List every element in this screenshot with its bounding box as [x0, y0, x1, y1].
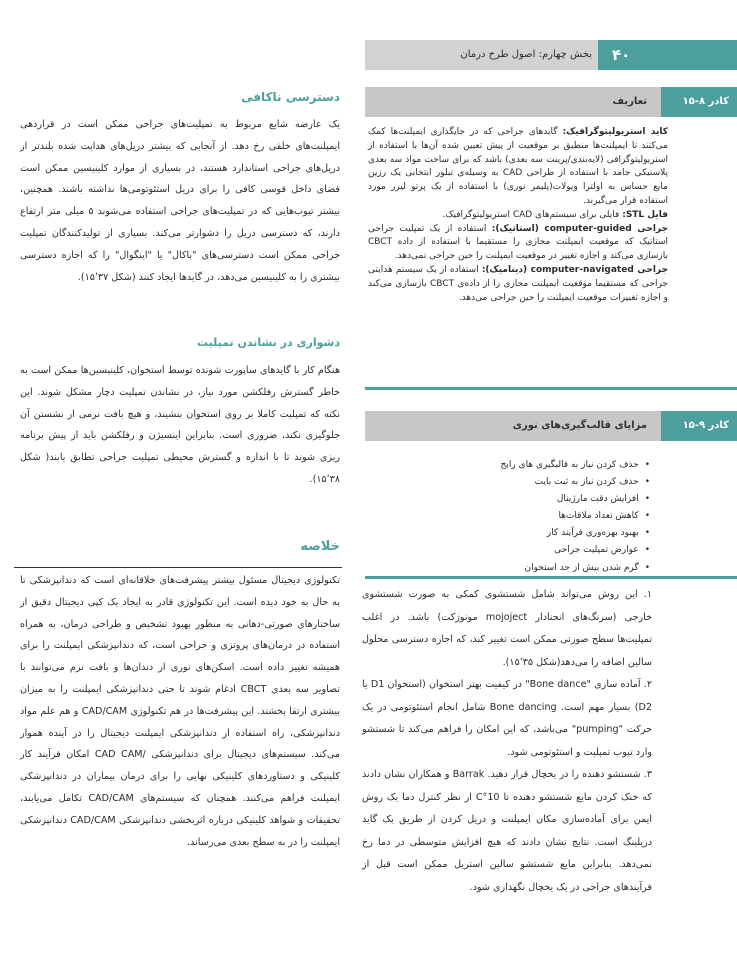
list-item: • عوارض تمپلیت جراحی: [380, 542, 650, 559]
box-9-number: کادر ۹-۱۵: [661, 411, 737, 441]
paragraph-template-seating: هنگام کار با گایدهای ساپورت شونده توسط استخوان، کلینیسین‌ها ممکن است به خاطر گسترش رفلکشن مورد نیاز، در نشاندن تمپلیت دچار مشکل شوند. این نکته که تمپلیت کاملا بر روی استخوان بنشیند، و هیچ بافت نرمی از نشستن آن جلوگیری نکند، ضروری است. بنابراین اینسیژن و رفلکشن باید از پیش برنامه ریزی شوند تا با اندازه و گسترش محیطی تمپلیت جراحی تطابق یابند( شکل ۱۵٬۳۸).: [20, 365, 340, 485]
box-8-title: تعاریف: [612, 96, 647, 107]
definition-stl: فایل STL: فایلی برای سیستم‌های CAD استریولیتوگرافیک.: [442, 209, 668, 220]
paragraph-insufficient-access: یک عارضه شایع مربوط به تمپلیت‌های جراحی ممکن است در قراردهی ایمپلنت‌های خلفی رخ دهد. از آنجایی که بیشتر دریل‌های هدایت شده بلندتر از دریل‌های جراحی استاندارد هستند، در بسیاری از موارد کلینیسین ممکن است فضای داخل قوسی کافی را برای دریل استئوتومی‌ها نداشته باشند. همچنین، بیشتر تیوب‌هایی که در تمپلیت‌های جراحی استفاده می‌شوند ۵ میلی متر ارتفاع دارند، که دسترسی دریل را دشوارتر می‌کند. بسیاری از تولیدکنندگان تمپلیت جراحی ممکن است دسترسی‌های "باکال" یا "اینگوال" را که اجازه دسترسی بیشتری را به کلینیسین می‌دهد، در گایدها ایجاد کنند (شکل ۱۵٬۳۷).: [20, 119, 340, 283]
box-9-header: [365, 411, 737, 441]
right-column: [362, 584, 652, 899]
definition-stereolithographic: کاید استریولیتوگرافیک: گایدهای جراحی که در جایگذاری ایمپلنت‌ها کمک می‌کنند تا ایمپلنت‌ها منطبق بر موقعیت از پیش تعیین شده آن‌ها با استفاده از استریولیتوگرافی (لایه‌بندی/پرینت سه بعدی) باشد که برای ساخت مواد سه بعدی پلاستیکی جامد با استفاده از طراحی CAD به وسیله‌ی تبلور انتخابی یک رزین مایع حساس به اولترا ویولات(پلیمر نوری) با استفاده از یک پرتو لیزر مورد استفاده قرار می‌گیرند.: [368, 127, 668, 206]
box-9-title: مزایای قالب‌گیری‌های نوری: [512, 420, 647, 431]
list-item: • بهبود بهره‌وری فرآیند کار: [380, 525, 650, 542]
heading-insufficient-access: دسترسی ناکافی: [241, 90, 340, 104]
list-item: • حذف کردن نیاز به قالبگیری های رایج: [380, 457, 650, 474]
list-item: • افزایش دقت مارژینال: [380, 491, 650, 508]
box-8-body: [368, 126, 668, 305]
list-item: • حذف کردن نیاز به ثبت بایت: [380, 474, 650, 491]
paragraph-3: ۳. شستشو دهنده را در یخچال قرار دهید. Barrak و همکاران نشان دادند که خنک کردن مایع شستشو دهنده تا 10°C از نظر کنترل دما یک روش ایمن برای آماده‌سازی مکان ایمپلنت و دریل کردن از طریق یک گاید دریلینگ است. نتایج نشان دادند که هیچ افزایش متوسطی در دما رخ نمی‌دهد. بنابراین مایع شستشو سالین استریل ممکن است قبل از فرآیندهای جراحی در یک یخچال نگهداری شود.: [362, 769, 652, 893]
summary-rule: [14, 567, 342, 568]
box-8-header: [365, 87, 737, 117]
box-8-number: کادر ۸-۱۵: [661, 87, 737, 117]
paragraph-1: ۱. این روش می‌تواند شامل شستشوی کمکی به صورت شستشوی خارجی (سرنگ‌های انحنادار mojoject مونوژکت) باشد. در اغلب تمپلیت‌ها سطح صورتی ممکن است تغییر کند، که اجازه دسترسی محلول سالین اضافه را می‌دهد(شکل ۱۵٬۳۵).: [362, 589, 652, 668]
box-9-list: [380, 457, 650, 577]
page-number: ۴۰: [598, 40, 737, 70]
box-8-bottom-rule: [365, 387, 737, 390]
heading-summary: خلاصه: [300, 539, 340, 554]
box-9-bottom-rule: [365, 576, 737, 579]
chapter-title: بخش چهارم: اصول طرح درمان: [460, 49, 592, 60]
heading-template-seating: دشواری در نشاندن تمپلیت: [197, 336, 340, 349]
paragraph-2: ۲. آماده سازی "Bone dance" در کیفیت بهتر استخوان (استخوان D1 یا D2) بسیار مهم است. Bone dancing شامل انجام استئوتومی در یک حرکت "pumping" می‌باشد، که این امکان را فراهم می‌کند تا شستشو وارد تیوب تمپلیت و استئوتومی شود.: [362, 679, 652, 758]
list-item: • کاهش تعداد ملاقات‌ها: [380, 508, 650, 525]
definition-dynamic: جراحی computer-navigated (دینامیک): استفاده از یک سیستم هدایتی جراحی که مستقیما موقعیت ایمپلنت مجازی را از داده‌ی CBCT بازسازی می‌کند و اجازه تغییرات موقعیت ایمپلنت را حین جراحی می‌دهد.: [368, 264, 668, 303]
list-item: • گرم شدن بیش از حد استخوان: [380, 560, 650, 577]
paragraph-summary: تکنولوژی دیجیتال مسئول بیشتر پیشرفت‌های خلاقانه‌ای است که دندانپزشکی تا به حال به خود دیده است. این تکنولوژی قادر به ایجاد یک کپی دیجیتال دقیق از ساختارهای صورتی-دهانی به منظور بهبود تشخیص و طراحی درمان، به همراه استفاده در درمان‌های پروتزی و جراحی است، که دندانپزشکی ایمپلنت را برای همیشه تغییر داده است. اسکن‌های نوری از دندان‌ها و بافت نرم می‌توانند با تصاویر سه بعدی CBCT ادغام شوند تا حتی دندانپزشکی ایمپلنت را به میزان بیشتری ارتقا بخشند. این پیشرفت‌ها در هم تکنولوژی CAD/CAM و هم علم مواد دندانپزشکی، راه استفاده از دندانپزشکی ایمپلنت دیجیتال را در آینده هموار می‌کند. سیستم‌های دیجیتال برای دندانپزشکی /CAD CAM امکان فرآیند کار کلینیکی و دستاوردهای کلینیکی نهایی را برای درمان بیماران در دندانپزشکی ایمپلنت فراهم می‌کنند. همچنان که سیستم‌های CAD/CAM تکامل می‌یابند، تحقیقات و شواهد کلینیکی درباره اثربخشی دندانپزشکی CAD/CAM دندانپزشکی ایمپلنت را در به سطح بعدی می‌رساند.: [20, 575, 340, 848]
definition-static: جراحی computer-guided (استاتیک): استفاده از یک تمپلیت جراحی استاتیک که موقعیت ایمپلنت مجازی را مستقیما با استفاده از داده CBCT بازسازی می‌کند و اجازه تغییر در موقعیت ایمپلنت را حین جراحی نمی‌دهد.: [368, 223, 668, 262]
